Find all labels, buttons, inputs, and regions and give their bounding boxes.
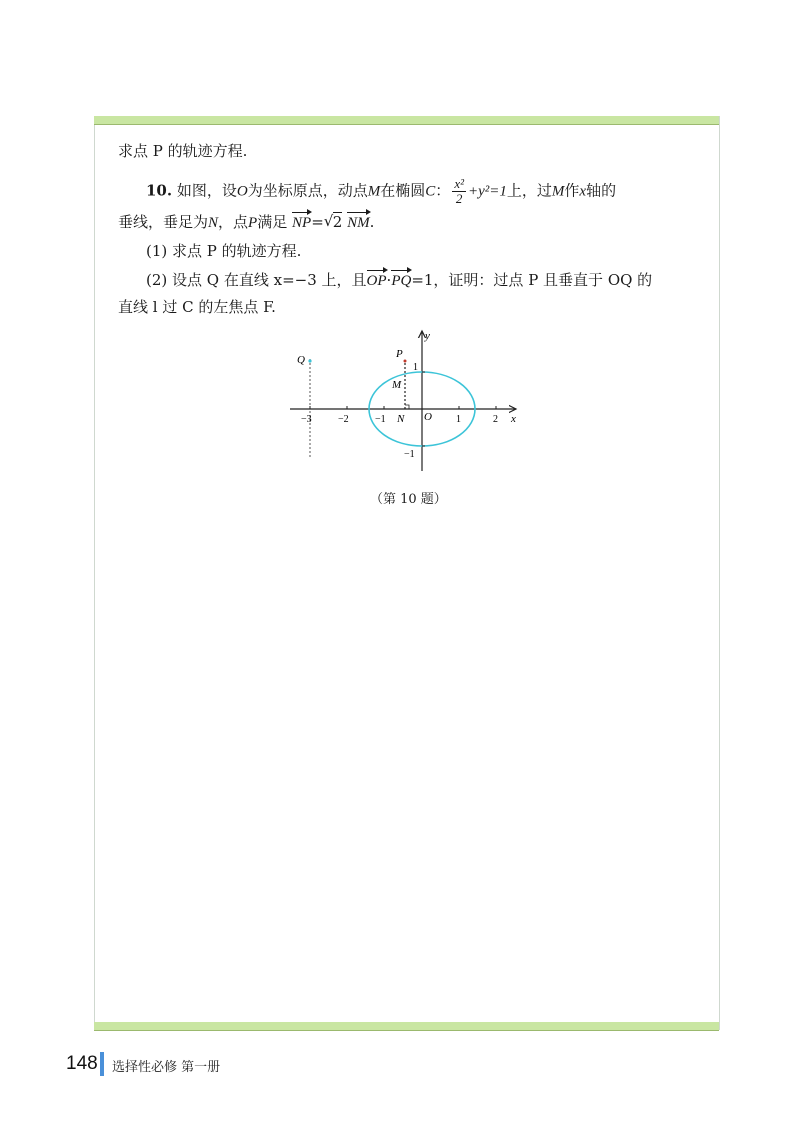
label-O: O	[424, 411, 432, 423]
text-segment: =1，证明：过点 P 且垂直于 OQ 的	[411, 271, 653, 289]
math-x: x	[579, 183, 587, 200]
problem-10-line-2	[118, 212, 374, 233]
label-M: M	[392, 379, 402, 391]
text-segment: .	[369, 213, 375, 231]
label-1: 1	[456, 414, 461, 425]
fraction	[452, 177, 466, 206]
label-2: 2	[493, 414, 498, 425]
label-y-neg1: −1	[404, 449, 415, 460]
problem-10-part-2-cont: 直线 l 过 C 的左焦点 F.	[118, 298, 276, 316]
label-neg3: −3	[301, 414, 312, 425]
math-P: P	[248, 215, 258, 231]
point-P	[404, 360, 407, 363]
text-segment: (2) 设点 Q 在直线 x=−3 上，且	[146, 271, 367, 289]
fraction-denominator: 2	[455, 191, 463, 206]
fraction-numerator: x²	[454, 176, 464, 191]
top-green-band	[94, 116, 719, 125]
book-title: 选择性必修 第一册	[112, 1060, 221, 1075]
vector-PQ: PQ	[391, 273, 412, 289]
ellipse-figure	[280, 325, 530, 475]
problem-10-part-1: (1) 求点 P 的轨迹方程.	[146, 242, 302, 260]
problem-intro-tail: 求点 P 的轨迹方程.	[118, 142, 248, 160]
label-y1: 1	[413, 362, 418, 373]
problem-number: 10.	[146, 181, 173, 200]
text-segment: 为坐标原点，动点	[247, 181, 368, 200]
math-C: C	[425, 183, 436, 200]
label-neg1: −1	[375, 414, 386, 425]
label-neg2: −2	[338, 414, 349, 425]
math-O: O	[236, 183, 248, 200]
text-segment: 轴的	[586, 181, 617, 200]
problem-10-line-1	[146, 177, 616, 206]
math-expression: +y²=1	[467, 183, 507, 200]
vector-OP: OP	[366, 273, 387, 289]
figure-caption: （第 10 题）	[370, 492, 447, 507]
sqrt-radicand: 2	[332, 213, 343, 231]
bottom-green-band	[94, 1022, 719, 1031]
text-segment: ·	[386, 271, 392, 289]
label-Q: Q	[297, 354, 305, 366]
label-N: N	[397, 413, 405, 425]
math-N: N	[208, 215, 219, 231]
vector-NM: NM	[347, 215, 370, 231]
label-y: y	[425, 330, 430, 342]
math-M: M	[367, 183, 381, 200]
math-M: M	[551, 183, 565, 200]
problem-10-part-2	[146, 270, 652, 291]
sqrt-2	[324, 212, 343, 232]
text-segment: 垂线，垂足为	[118, 213, 209, 231]
right-angle-mark	[405, 405, 409, 409]
label-P: P	[396, 348, 403, 360]
label-x: x	[511, 413, 516, 425]
point-Q	[308, 359, 311, 362]
text-segment: 如图，设	[176, 181, 237, 200]
text-segment: 满足	[257, 213, 288, 231]
text-segment: ：	[435, 181, 451, 200]
text-segment: 作	[564, 181, 580, 200]
text-segment: =	[311, 213, 324, 231]
footer-divider	[100, 1052, 104, 1076]
text-segment: 上，过	[506, 181, 552, 200]
vector-NP: NP	[292, 215, 312, 231]
text-segment: ，点	[218, 213, 249, 231]
text-segment: 在椭圆	[380, 181, 426, 200]
page-number: 148	[66, 1053, 98, 1074]
